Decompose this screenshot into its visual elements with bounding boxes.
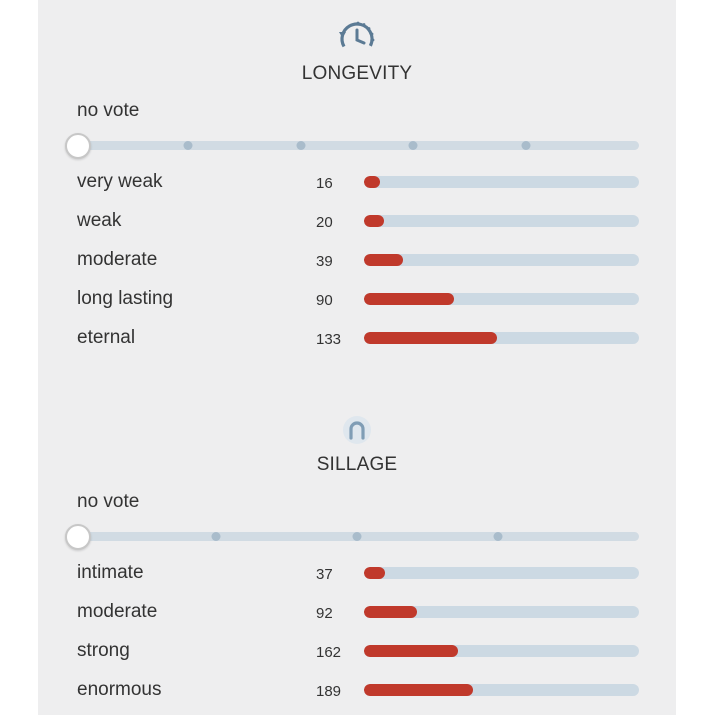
sillage-bar-fill [364, 684, 473, 696]
sillage-bar-fill [364, 645, 458, 657]
sillage-bar-track [364, 567, 639, 579]
rating-panel [38, 0, 676, 715]
sillage-row-count: 37 [316, 566, 333, 583]
longevity-row-count: 90 [316, 292, 333, 309]
sillage-vote-row [38, 558, 676, 588]
slider-step-dot[interactable] [212, 532, 221, 541]
sillage-row-label: moderate [77, 601, 158, 622]
sillage-vote-row [38, 636, 676, 666]
sillage-row-count: 162 [316, 644, 342, 661]
sillage-title: SILLAGE [316, 454, 398, 475]
longevity-row-count: 39 [316, 253, 333, 270]
sillage-row-label: intimate [77, 562, 144, 583]
longevity-row-count: 20 [316, 214, 333, 231]
sillage-bar-fill [364, 606, 417, 618]
sillage-row-count: 92 [316, 605, 333, 622]
sillage-slider-thumb[interactable] [65, 524, 91, 550]
longevity-row-count: 133 [316, 331, 342, 348]
sillage-row-label: enormous [77, 679, 162, 700]
slider-step-dot[interactable] [494, 532, 503, 541]
longevity-row-label: eternal [77, 327, 136, 348]
sillage-icon [340, 414, 374, 451]
sillage-bar-fill [364, 567, 385, 579]
slider-step-dot[interactable] [353, 532, 362, 541]
longevity-row-label: long lasting [77, 288, 174, 309]
sillage-section [38, 0, 676, 715]
sillage-bar-track [364, 606, 639, 618]
sillage-vote-slider[interactable] [75, 522, 639, 552]
longevity-vote-status: no vote [77, 100, 140, 121]
sillage-vote-row [38, 675, 676, 705]
longevity-row-label: very weak [77, 171, 163, 192]
sillage-bar-track [364, 684, 639, 696]
sillage-row-count: 189 [316, 683, 342, 700]
longevity-row-label: moderate [77, 249, 158, 270]
sillage-row-label: strong [77, 640, 130, 661]
sillage-vote-row [38, 597, 676, 627]
sillage-vote-status: no vote [77, 491, 140, 512]
sillage-bar-track [364, 645, 639, 657]
longevity-row-label: weak [77, 210, 122, 231]
longevity-title: LONGEVITY [301, 63, 413, 84]
longevity-row-count: 16 [316, 175, 333, 192]
